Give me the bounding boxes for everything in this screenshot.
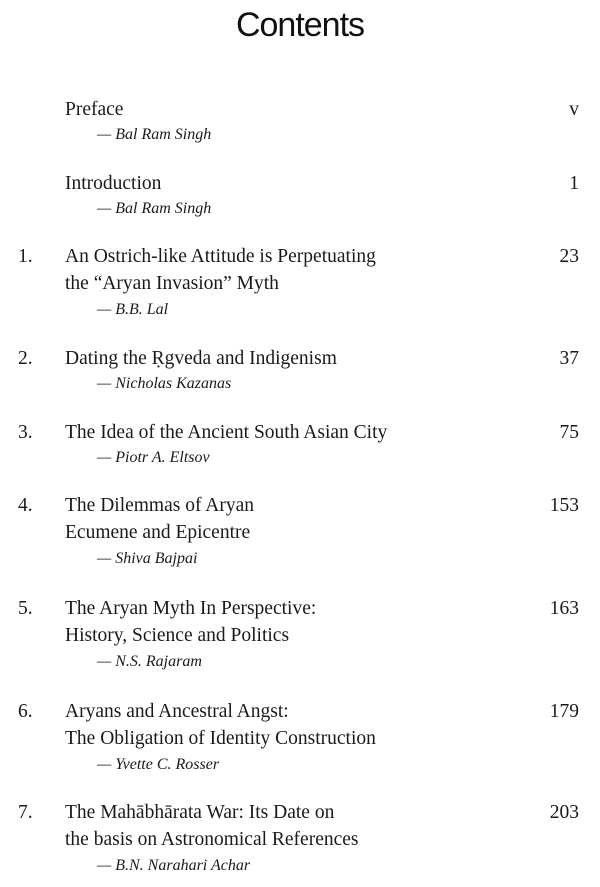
entry-title bbox=[65, 492, 505, 546]
entry-number: 1. bbox=[18, 246, 33, 267]
entry-title-line: Aryans and Ancestral Angst: bbox=[65, 701, 289, 722]
entry-title-line: Ecumene and Epicentre bbox=[65, 522, 251, 543]
entry-number: 4. bbox=[18, 495, 33, 516]
entry-title-line: Dating the Ṛgveda and Indigenism bbox=[65, 348, 337, 369]
entry-number: 5. bbox=[18, 598, 33, 619]
entry-title bbox=[65, 419, 505, 446]
entry-title bbox=[65, 96, 505, 123]
entry-title bbox=[65, 345, 505, 372]
entry-title bbox=[65, 243, 505, 297]
entry-title-line: the basis on Astronomical References bbox=[65, 829, 359, 850]
entry-author: — N.S. Rajaram bbox=[97, 653, 202, 670]
entry-title-line: History, Science and Politics bbox=[65, 625, 290, 646]
entry-page-number: 153 bbox=[549, 495, 579, 516]
entry-author: — Bal Ram Singh bbox=[97, 126, 212, 143]
entry-author: — B.N. Narahari Achar bbox=[97, 857, 251, 874]
entry-author: — Piotr A. Eltsov bbox=[97, 449, 210, 466]
entry-title bbox=[65, 698, 505, 752]
entry-number: 6. bbox=[18, 701, 33, 722]
entry-title-line: The Mahābhārata War: Its Date on bbox=[65, 802, 335, 823]
entry-title bbox=[65, 799, 505, 853]
entry-author: — B.B. Lal bbox=[97, 301, 169, 318]
entry-author: — Bal Ram Singh bbox=[97, 200, 212, 217]
entry-title bbox=[65, 170, 505, 197]
entry-author: — Nicholas Kazanas bbox=[97, 375, 232, 392]
entry-title-line: Preface bbox=[65, 99, 124, 120]
entry-page-number: 203 bbox=[549, 802, 579, 823]
entry-page-number: v bbox=[569, 99, 579, 120]
page-title: Contents bbox=[235, 6, 365, 44]
entry-page-number: 1 bbox=[569, 173, 579, 194]
entry-page-number: 163 bbox=[549, 598, 579, 619]
entry-number: 7. bbox=[18, 802, 33, 823]
entry-number: 3. bbox=[18, 422, 33, 443]
entry-title-line: The Idea of the Ancient South Asian City bbox=[65, 422, 388, 443]
entry-title-line: The Dilemmas of Aryan bbox=[65, 495, 254, 516]
entry-number: 2. bbox=[18, 348, 33, 369]
entry-page-number: 75 bbox=[559, 422, 579, 443]
entry-title-line: The Obligation of Identity Construction bbox=[65, 728, 376, 749]
entry-page-number: 37 bbox=[559, 348, 579, 369]
entry-page-number: 23 bbox=[559, 246, 579, 267]
entry-title bbox=[65, 595, 505, 649]
entry-title-line: the “Aryan Invasion” Myth bbox=[65, 273, 279, 294]
entry-page-number: 179 bbox=[549, 701, 579, 722]
entry-author: — Yvette C. Rosser bbox=[97, 756, 220, 773]
entry-author: — Shiva Bajpai bbox=[97, 550, 198, 567]
entry-title-line: An Ostrich-like Attitude is Perpetuating bbox=[65, 246, 376, 267]
entry-title-line: The Aryan Myth In Perspective: bbox=[65, 598, 317, 619]
entry-title-line: Introduction bbox=[65, 173, 162, 194]
